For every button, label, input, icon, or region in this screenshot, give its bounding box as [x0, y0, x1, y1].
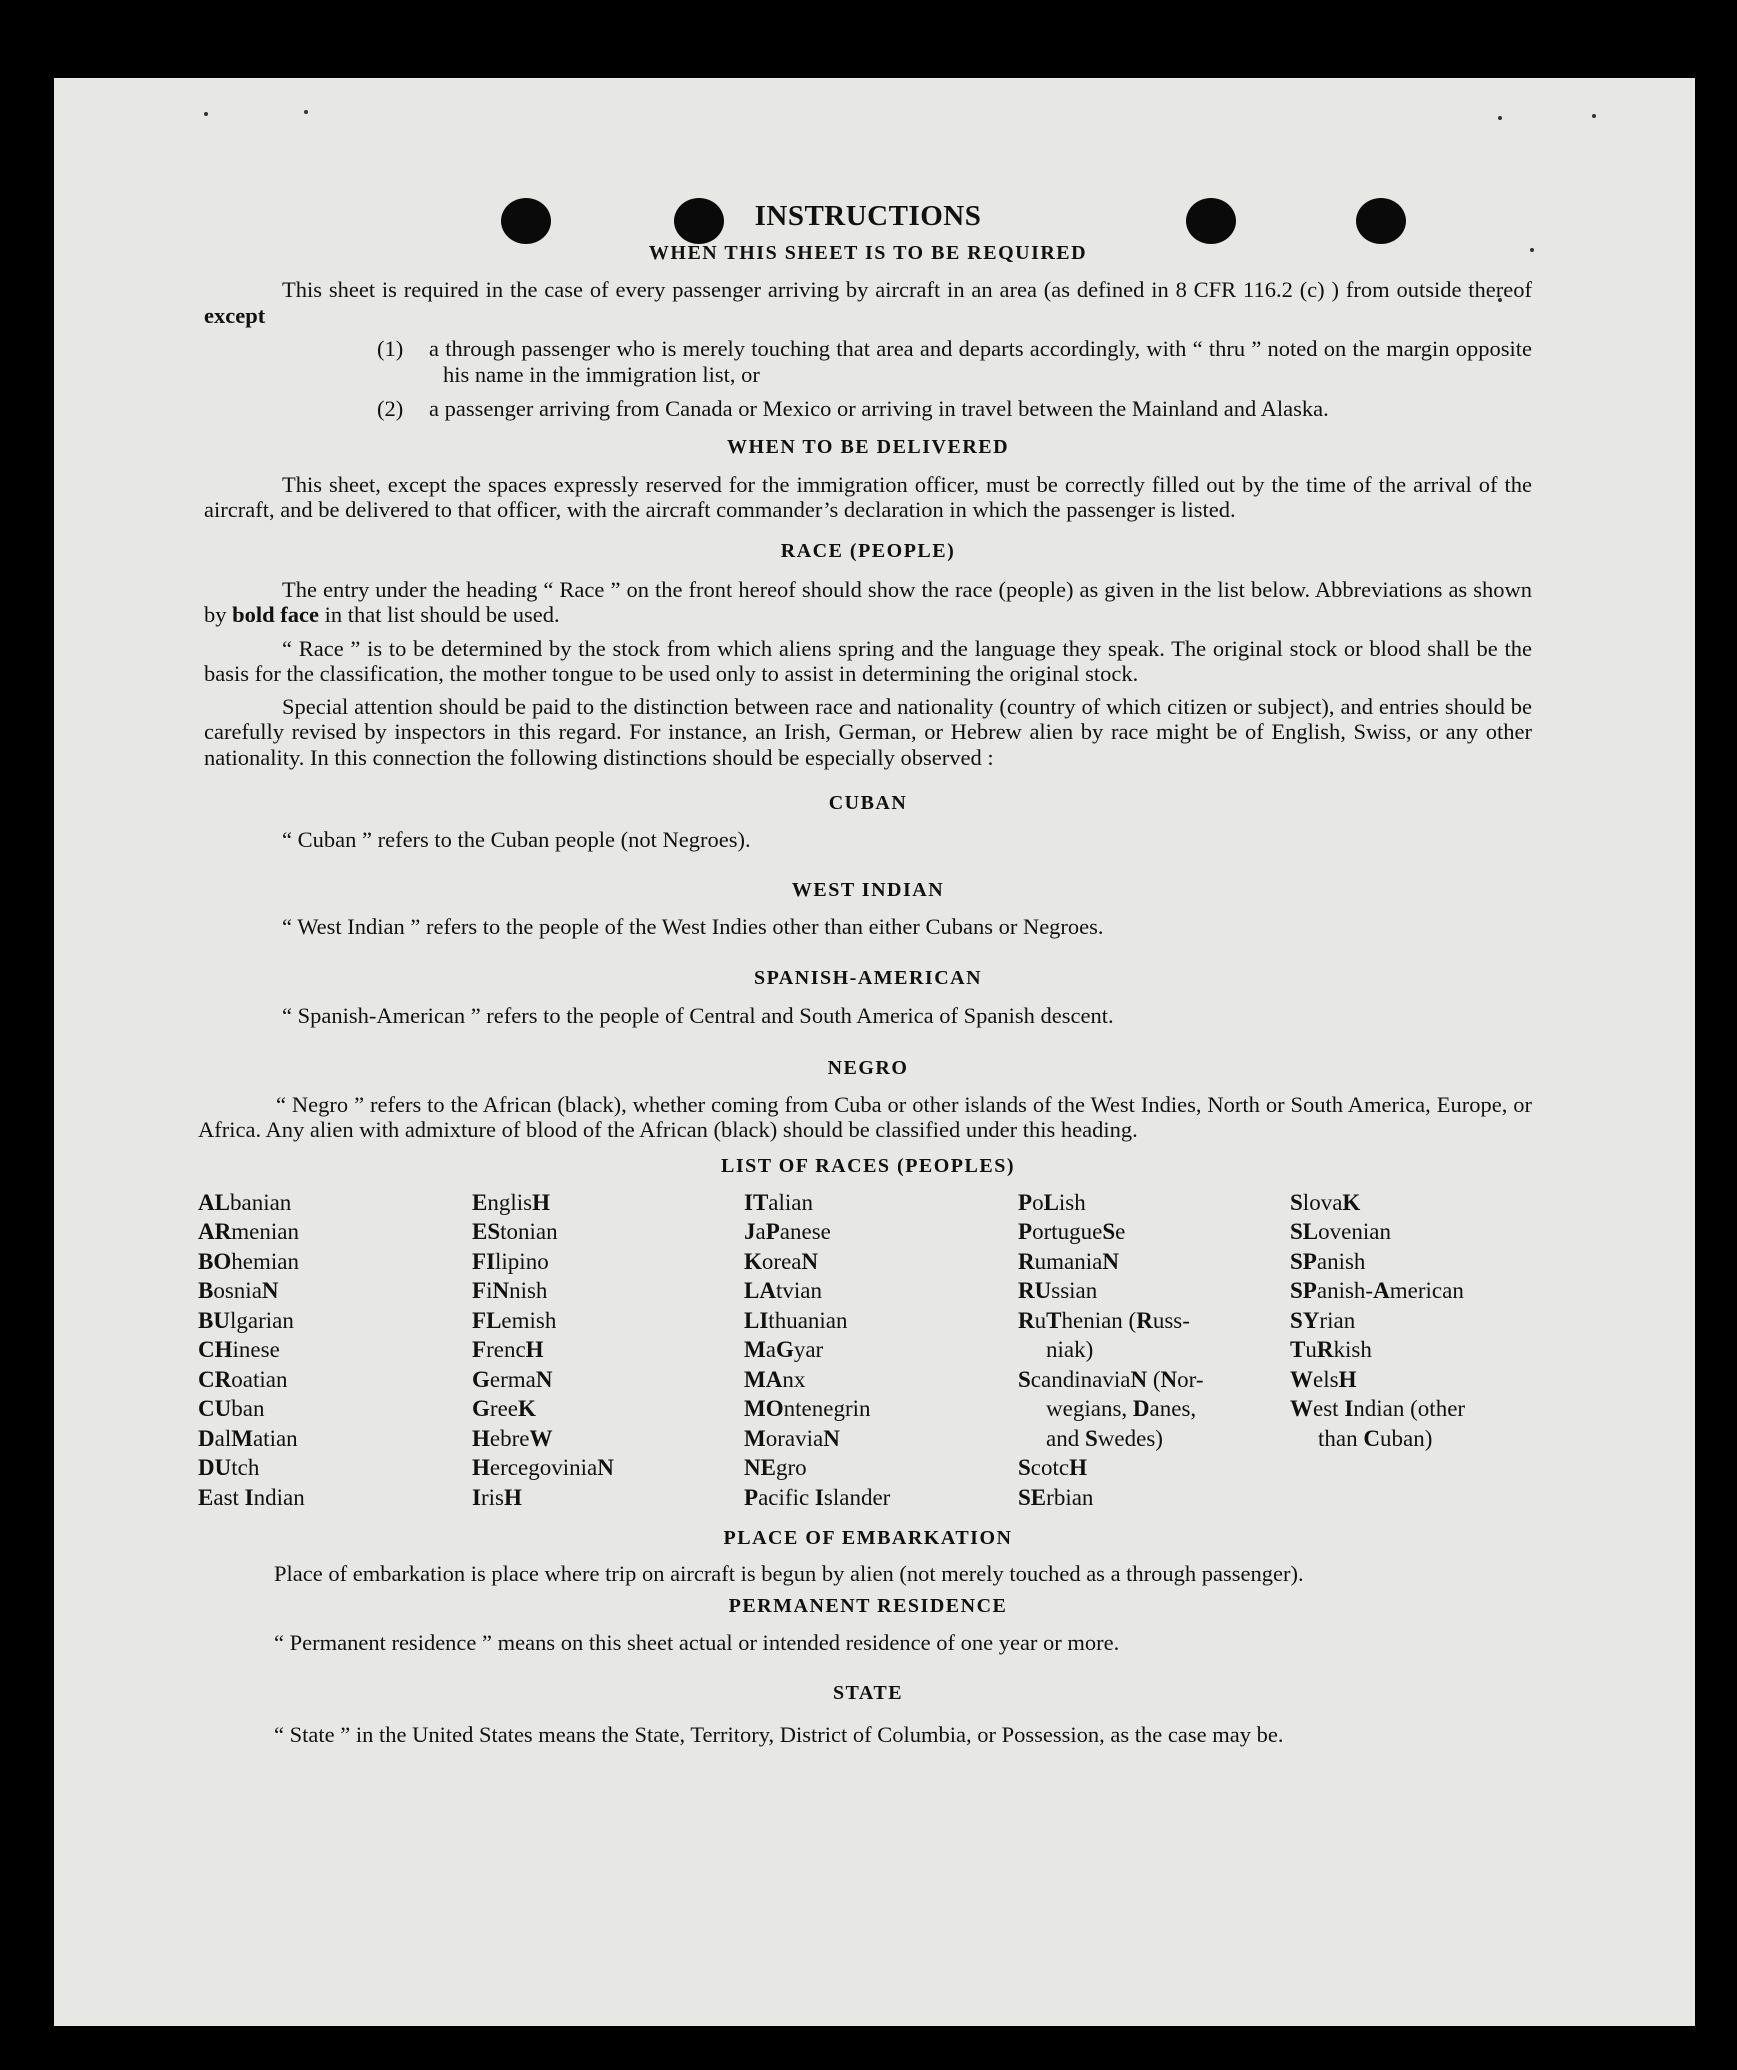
race-entry: SYrian: [1290, 1307, 1356, 1333]
race-entry: EnglisH: [472, 1189, 550, 1215]
race-entry: BOhemian: [198, 1248, 299, 1274]
race-entry: GreeK: [472, 1396, 536, 1421]
races-column-1: [198, 1188, 472, 1513]
race-entry: MOntenegrin: [744, 1396, 871, 1421]
speck: [204, 112, 208, 116]
races-list: [198, 1188, 1532, 1513]
cuban-text: “ Cuban ” refers to the Cuban people (not Negroes).: [282, 827, 751, 852]
race-entry: SErbian: [1018, 1484, 1094, 1510]
heading-state: STATE: [832, 1681, 904, 1704]
heading-delivered: WHEN TO BE DELIVERED: [726, 435, 1010, 458]
race-entry: LIthuanian: [744, 1307, 848, 1333]
race-entry: SlovaK: [1290, 1189, 1361, 1215]
race-entry: RuThenian (Russ-: [1018, 1307, 1190, 1333]
speck: [304, 110, 308, 114]
residence-text: “ Permanent residence ” means on this sheet actual or intended residence of one year or more.: [274, 1630, 1120, 1655]
race-entry: East Indian: [198, 1484, 305, 1510]
west-indian-text: “ West Indian ” refers to the people of the West Indies other than either Cubans or Negroes.: [282, 913, 1104, 939]
embarkation-text: Place of embarkation is place where trip on aircraft is begun by alien (not merely touched as a through passenger).: [274, 1561, 1304, 1586]
race-entry: MoraviaN: [744, 1425, 840, 1451]
race-paragraph-2: “ Race ” is to be determined by the stock from which aliens spring and the language they speak. The original stock or blood shall be the basis for the classification, the mother tongue to be used only to assist in determining the original stock.: [204, 635, 1532, 686]
race-entry: CUban: [198, 1396, 265, 1421]
heading-race: RACE (PEOPLE): [780, 539, 956, 562]
exception-item-1: (1) a through passenger who is merely touching that area and departs accordingly, with “ thru ” noted on the margin opposite his name in the immigration list, or: [377, 336, 1532, 387]
race-entry: RumaniaN: [1018, 1248, 1119, 1274]
heading-west-indian: WEST INDIAN: [791, 878, 945, 901]
speck: [1592, 114, 1596, 118]
race-entry: than Cuban): [1318, 1425, 1433, 1451]
race-entry: ARmenian: [198, 1219, 299, 1244]
race-entry: TuRkish: [1290, 1337, 1372, 1362]
speck: [1498, 116, 1502, 120]
race-entry: SLovenian: [1290, 1219, 1391, 1244]
race-entry: West Indian (other: [1290, 1396, 1466, 1421]
race-entry: IrisH: [472, 1484, 522, 1510]
race-entry: PoLish: [1018, 1189, 1086, 1215]
race-entry: HercegoviniaN: [472, 1455, 614, 1480]
race-entry: HebreW: [472, 1425, 553, 1451]
race-entry: ITalian: [744, 1189, 814, 1215]
race-entry: LAtvian: [744, 1278, 822, 1303]
race-entry: Pacific Islander: [744, 1484, 891, 1510]
race-entry: MaGyar: [744, 1337, 824, 1362]
race-entry: DUtch: [198, 1455, 260, 1480]
race-entry: EStonian: [472, 1219, 558, 1244]
heading-residence: PERMANENT RESIDENCE: [728, 1595, 1008, 1617]
race-entry: ScotcH: [1018, 1455, 1088, 1480]
race-entry: RUssian: [1018, 1278, 1098, 1303]
race-entry: JaPanese: [744, 1219, 831, 1244]
race-entry: KoreaN: [744, 1248, 819, 1274]
required-intro: This sheet is required in the case of every passenger arriving by aircraft in an area (as defined in 8 CFR 116.2 (c) ) from outside thereof except: [204, 277, 1532, 328]
heading-embarkation: PLACE OF EMBARKATION: [723, 1527, 1013, 1549]
exception-item-2: (2) a passenger arriving from Canada or Mexico or arriving in travel between the Mainland and Alaska.: [377, 396, 1329, 421]
races-column-5: [1290, 1188, 1530, 1513]
race-entry: FIlipino: [472, 1248, 549, 1274]
race-paragraph-1: The entry under the heading “ Race ” on the front hereof should show the race (people) as given in the list below. Abbreviations as shown by bold face in that list should be used.: [204, 576, 1532, 627]
state-text: “ State ” in the United States means the State, Territory, District of Columbia, or Possession, as the case may be.: [274, 1721, 1284, 1747]
instructions-body: [198, 200, 1532, 1750]
race-entry: CRoatian: [198, 1366, 288, 1392]
race-entry: SPanish-American: [1290, 1278, 1464, 1303]
spanish-american-text: “ Spanish-American ” refers to the people of Central and South America of Spanish descent.: [282, 1003, 1114, 1028]
race-paragraph-3: Special attention should be paid to the distinction between race and nationality (country of which citizen or subject), and entries should be carefully revised by inspectors in this regard. For instance, an Irish, German, or Hebrew alien by race might be of English, Swiss, or any other nationality. In this connection the following distinctions should be especially observed :: [204, 693, 1532, 770]
race-entry: GermaN: [472, 1366, 553, 1392]
race-entry: wegians, Danes,: [1046, 1396, 1197, 1421]
delivered-text: This sheet, except the spaces expressly reserved for the immigration officer, must be correctly filled out by the time of the arrival of the aircraft, and be delivered to that officer, with the aircraft commander’s declaration in which the passenger is listed.: [204, 471, 1532, 522]
heading-list-of-races: LIST OF RACES (PEOPLES): [720, 1154, 1015, 1177]
page-title: INSTRUCTIONS: [754, 200, 982, 232]
race-entry: ALbanian: [198, 1189, 292, 1215]
race-entry: SPanish: [1290, 1248, 1366, 1274]
race-entry: niak): [1046, 1337, 1094, 1362]
race-entry: WelsH: [1290, 1366, 1357, 1392]
race-entry: FiNnish: [472, 1278, 548, 1303]
race-entry: MAnx: [744, 1366, 806, 1392]
races-column-3: [744, 1188, 1018, 1513]
races-column-2: [472, 1188, 744, 1513]
race-entry: PortugueSe: [1018, 1219, 1126, 1244]
race-entry: CHinese: [198, 1337, 280, 1362]
heading-required: WHEN THIS SHEET IS TO BE REQUIRED: [648, 242, 1088, 264]
negro-text: “ Negro ” refers to the African (black), whether coming from Cuba or other islands of the West Indies, North or South America, Europe, or Africa. Any alien with admixture of blood of the African (black) should be classified under this heading.: [198, 1091, 1532, 1142]
races-column-4: [1018, 1188, 1290, 1513]
race-entry: BUlgarian: [198, 1307, 294, 1333]
heading-spanish-american: SPANISH-AMERICAN: [753, 967, 983, 989]
race-entry: NEgro: [744, 1455, 807, 1480]
race-entry: DalMatian: [198, 1425, 298, 1451]
race-entry: FrencH: [472, 1337, 544, 1362]
heading-negro: NEGRO: [827, 1056, 909, 1079]
race-entry: and Swedes): [1046, 1425, 1163, 1451]
race-entry: ScandinaviaN (Nor-: [1018, 1366, 1204, 1392]
race-entry: FLemish: [472, 1307, 557, 1333]
race-entry: BosniaN: [198, 1278, 279, 1303]
heading-cuban: CUBAN: [828, 792, 908, 814]
